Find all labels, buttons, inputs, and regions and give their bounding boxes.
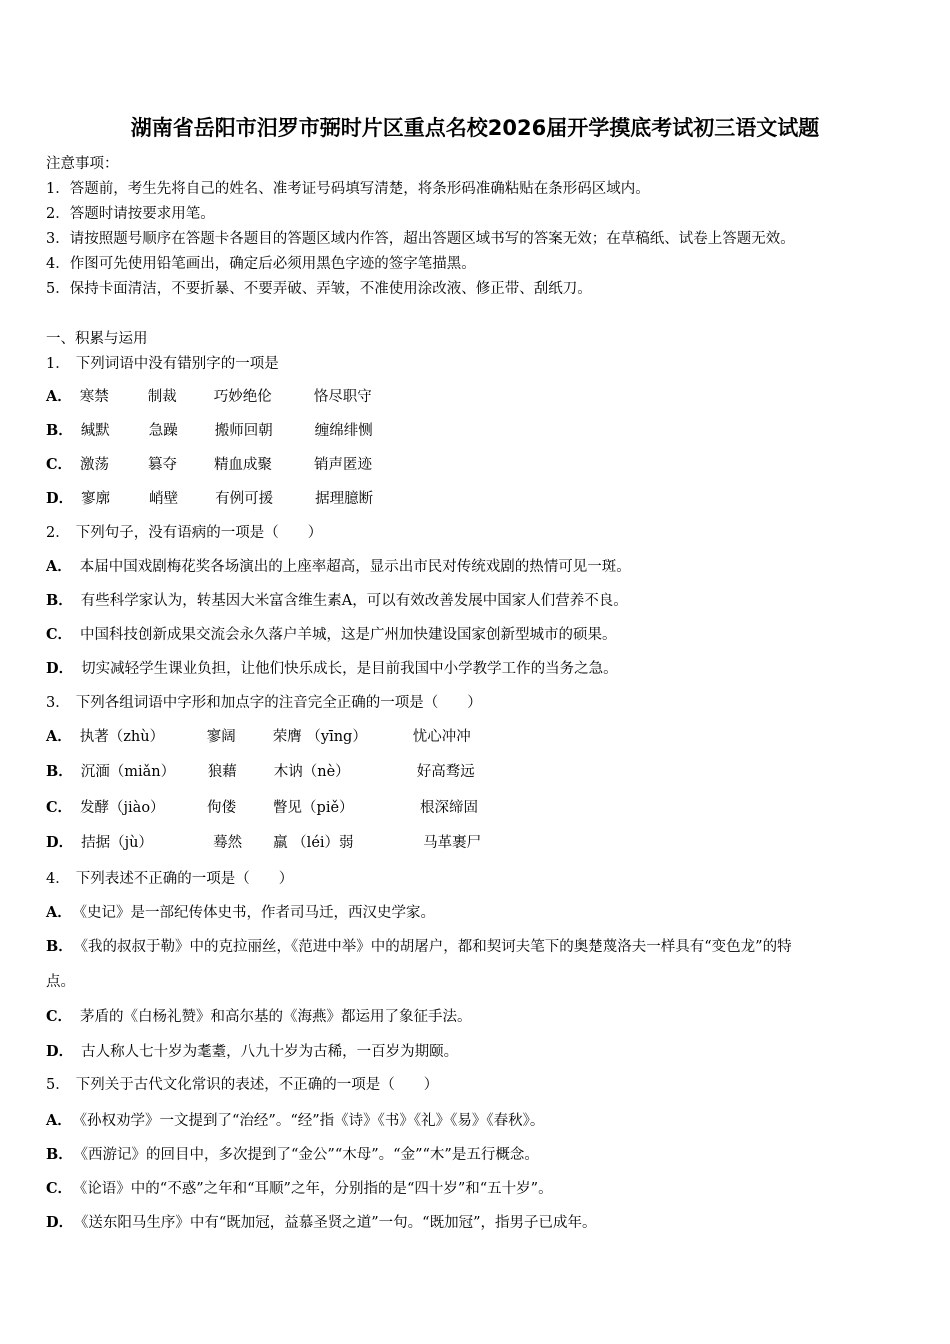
word: 篡夺 xyxy=(148,457,178,473)
word: 销声匿迹 xyxy=(314,457,373,473)
word: 佝偻 xyxy=(207,800,237,816)
option-label: C． xyxy=(46,1180,73,1197)
option-label: A． xyxy=(46,388,72,405)
option-4b xyxy=(46,935,792,956)
option-5d xyxy=(46,1211,596,1232)
option-label: A． xyxy=(46,1112,72,1129)
word: 蓦然 xyxy=(213,835,243,851)
word: 荣膺 （yīng） xyxy=(272,729,367,745)
option-5b xyxy=(46,1143,539,1164)
notice-item: 3．请按照题号顺序在答题卡各题目的答题区域内作答，超出答题区域书写的答案无效；在草稿纸、试卷上答题无效。 xyxy=(46,231,795,247)
section-heading: 一、积累与运用 xyxy=(46,331,148,347)
question-number: 4． xyxy=(46,871,70,887)
option-3d xyxy=(46,831,481,852)
option-1b xyxy=(46,419,373,440)
question-1 xyxy=(46,352,279,373)
word: 木讷（nè） xyxy=(273,764,350,780)
option-label: A． xyxy=(46,558,72,575)
option-2b xyxy=(46,589,628,610)
option-2a xyxy=(46,555,631,576)
word: 急躁 xyxy=(148,423,178,439)
question-stem: 下列词语中没有错别字的一项是 xyxy=(75,356,279,372)
word: 寥阔 xyxy=(206,729,236,745)
word: 羸 （léi）弱 xyxy=(273,835,354,851)
option-label: B． xyxy=(46,422,73,439)
word: 据理臆断 xyxy=(315,491,374,507)
word: 好高骛远 xyxy=(416,764,475,780)
word: 马革裹尸 xyxy=(423,835,482,851)
option-label: B． xyxy=(46,763,73,780)
option-4a xyxy=(46,901,435,922)
word: 恪尽职守 xyxy=(313,389,372,405)
word: 瞥见（piě） xyxy=(273,800,354,816)
notice-item: 2．答题时请按要求用笔。 xyxy=(46,206,215,222)
option-3b xyxy=(46,760,475,781)
option-text: 古人称人七十岁为耄耋，八九十岁为古稀，一百岁为期颐。 xyxy=(81,1044,459,1060)
option-label: C． xyxy=(46,799,73,816)
option-1c xyxy=(46,453,372,474)
word: 执著（zhù） xyxy=(79,729,165,745)
option-4d xyxy=(46,1040,458,1061)
notice-item: 1．答题前，考生先将自己的姓名、准考证号码填写清楚，将条形码准确粘贴在条形码区域内。 xyxy=(46,181,650,197)
option-2d xyxy=(46,657,618,678)
option-label: C． xyxy=(46,1008,73,1025)
option-label: D． xyxy=(46,490,74,507)
option-text: 有些科学家认为，转基因大米富含维生素A，可以有效改善发展中国家人们营养不良。 xyxy=(80,593,628,609)
option-label: C． xyxy=(46,456,73,473)
word: 根深缔固 xyxy=(420,800,479,816)
question-stem: 下列关于古代文化常识的表述，不正确的一项是（ ） xyxy=(75,1077,439,1093)
word: 沉湎（miǎn） xyxy=(80,764,176,780)
option-label: A． xyxy=(46,904,72,921)
question-3 xyxy=(46,691,482,712)
word: 寒禁 xyxy=(79,389,109,405)
option-label: B． xyxy=(46,938,73,955)
question-number: 5． xyxy=(46,1077,70,1093)
word: 忧心冲冲 xyxy=(412,729,471,745)
option-text: 茅盾的《白杨礼赞》和高尔基的《海燕》都运用了象征手法。 xyxy=(80,1009,472,1025)
word: 制裁 xyxy=(147,389,177,405)
word: 精血成聚 xyxy=(214,457,273,473)
question-4 xyxy=(46,867,293,888)
option-label: B． xyxy=(46,592,73,609)
question-number: 1． xyxy=(46,356,70,372)
option-text: 本届中国戏剧梅花奖各场演出的上座率超高，显示出市民对传统戏剧的热情可见一斑。 xyxy=(79,559,631,575)
notice-item: 5．保持卡面清洁，不要折暴、不要弄破、弄皱，不准使用涂改液、修正带、刮纸刀。 xyxy=(46,281,592,297)
option-2c xyxy=(46,623,617,644)
notice-header: 注意事项： xyxy=(46,156,119,172)
option-text: 《西游记》的回目中，多次提到了“金公”“木母”。“金”“木”是五行概念。 xyxy=(80,1147,539,1163)
option-text: 《我的叔叔于勒》中的克拉丽丝，《范进中举》中的胡屠户，都和契诃夫笔下的奥楚蔑洛夫一样具有“变色龙”的特 xyxy=(80,939,792,955)
question-stem: 下列各组词语中字形和加点字的注音完全正确的一项是（ ） xyxy=(75,695,482,711)
question-number: 2． xyxy=(46,525,70,541)
word: 峭壁 xyxy=(149,491,179,507)
notice-item: 4．作图可先使用铅笔画出，确定后必须用黑色字迹的签字笔描黑。 xyxy=(46,256,476,272)
question-number: 3． xyxy=(46,695,70,711)
page-title: 湖南省岳阳市汨罗市弼时片区重点名校2026届开学摸底考试初三语文试题 xyxy=(130,116,820,140)
option-text: 切实减轻学生课业负担，让他们快乐成长，是目前我国中小学教学工作的当务之急。 xyxy=(81,661,618,677)
word: 巧妙绝伦 xyxy=(213,389,272,405)
option-label: D． xyxy=(46,834,74,851)
option-text: 《论语》中的“不惑”之年和“耳顺”之年，分别指的是“四十岁”和“五十岁”。 xyxy=(80,1181,553,1197)
word: 有例可援 xyxy=(215,491,274,507)
option-4b-continued: 点。 xyxy=(46,974,75,990)
option-5a xyxy=(46,1109,544,1130)
question-5 xyxy=(46,1073,438,1094)
word: 狼藉 xyxy=(207,764,237,780)
option-text: 《送东阳马生序》中有“既加冠，益慕圣贤之道”一句。“既加冠”，指男子已成年。 xyxy=(81,1215,597,1231)
option-3a xyxy=(46,725,471,746)
word: 搬师回朝 xyxy=(214,423,273,439)
word: 缄默 xyxy=(80,423,110,439)
word: 缠绵绯恻 xyxy=(314,423,373,439)
option-text: 《孙权劝学》一文提到了“治经”。“经”指《诗》《书》《礼》《易》《春秋》。 xyxy=(79,1113,545,1129)
option-text: 中国科技创新成果交流会永久落户羊城，这是广州加快建设国家创新型城市的硕果。 xyxy=(80,627,617,643)
option-label: A． xyxy=(46,728,72,745)
question-2 xyxy=(46,521,322,542)
option-4c xyxy=(46,1005,472,1026)
word: 激荡 xyxy=(80,457,110,473)
option-1d xyxy=(46,487,373,508)
question-stem: 下列表述不正确的一项是（ ） xyxy=(75,871,294,887)
option-3c xyxy=(46,796,478,817)
option-label: D． xyxy=(46,660,74,677)
option-label: D． xyxy=(46,1043,74,1060)
word: 发酵（jiào） xyxy=(80,800,165,816)
word: 寥廓 xyxy=(81,491,111,507)
question-stem: 下列句子，没有语病的一项是（ ） xyxy=(75,525,323,541)
option-label: B． xyxy=(46,1146,73,1163)
option-5c xyxy=(46,1177,553,1198)
word: 拮据（jù） xyxy=(81,835,153,851)
option-text: 《史记》是一部纪传体史书，作者司马迁，西汉史学家。 xyxy=(79,905,436,921)
option-1a xyxy=(46,385,372,406)
option-label: C． xyxy=(46,626,73,643)
option-label: D． xyxy=(46,1214,74,1231)
